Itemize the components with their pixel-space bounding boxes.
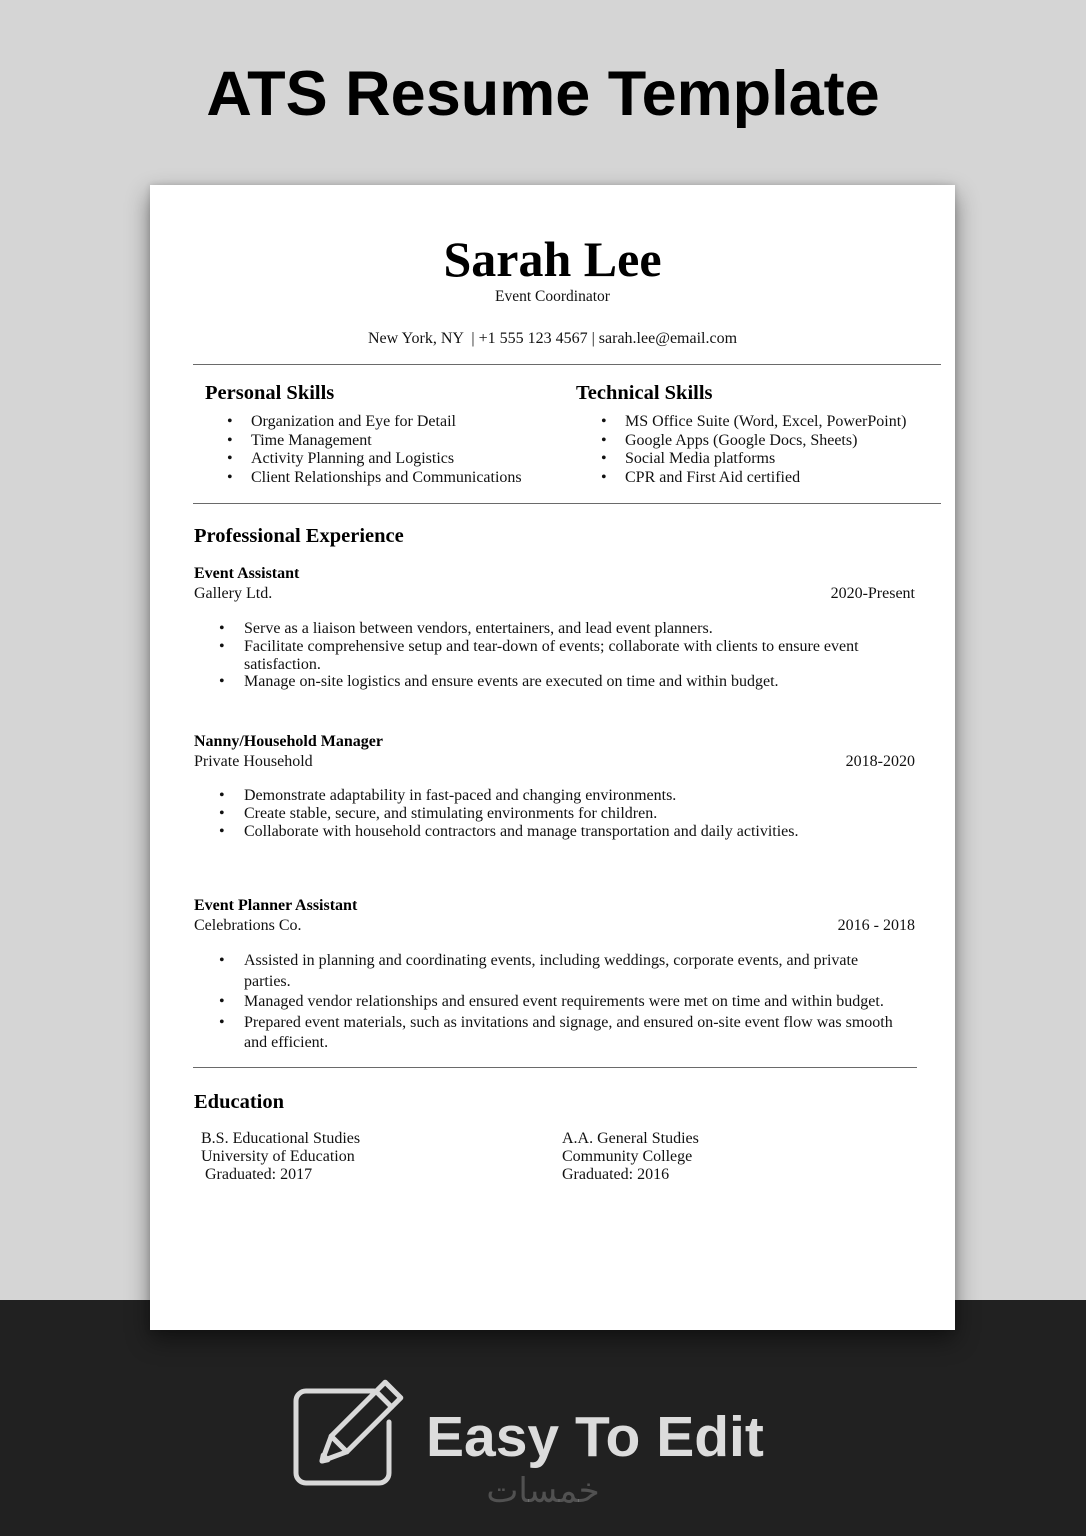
- job-bullets: [244, 620, 900, 691]
- list-item: • Create stable, secure, and stimulating environments for children.: [244, 805, 900, 823]
- list-item: • Time Management: [251, 432, 522, 451]
- tagline: Easy To Edit: [426, 1405, 764, 1469]
- technical-skills-list: [625, 413, 906, 488]
- resume-role: Event Coordinator: [495, 288, 610, 305]
- resume-contact: New York, NY | +1 555 123 4567 | sarah.lee@email.com: [367, 330, 738, 347]
- job-title: Event Assistant: [194, 565, 300, 582]
- list-item: • MS Office Suite (Word, Excel, PowerPoint): [625, 413, 906, 432]
- job-bullets: [244, 787, 900, 840]
- list-item: • Social Media platforms: [625, 450, 906, 469]
- square-outline-icon: [296, 1391, 389, 1483]
- list-item: • Serve as a liaison between vendors, entertainers, and lead event planners.: [244, 620, 900, 638]
- watermark: خمسات: [486, 1471, 600, 1511]
- divider: [193, 503, 941, 504]
- job-dates: 2018-2020: [845, 753, 915, 770]
- education-degree: A.A. General Studies: [562, 1130, 699, 1147]
- experience-heading: Professional Experience: [194, 525, 404, 547]
- job-bullets: [244, 951, 900, 1054]
- job-dates: 2016 - 2018: [837, 917, 915, 934]
- divider: [193, 364, 941, 365]
- list-item: • Google Apps (Google Docs, Sheets): [625, 432, 906, 451]
- edit-icon: [290, 1378, 408, 1492]
- job-company: Gallery Ltd.: [194, 585, 273, 602]
- list-item: • Demonstrate adaptability in fast-paced and changing environments.: [244, 787, 900, 805]
- list-item: • CPR and First Aid certified: [625, 469, 906, 488]
- job-dates: 2020-Present: [830, 585, 915, 602]
- list-item: • Prepared event materials, such as invitations and signage, and ensured on-site event flow was smooth and efficient.: [244, 1013, 900, 1054]
- list-item: • Client Relationships and Communications: [251, 469, 522, 488]
- technical-skills-heading: Technical Skills: [576, 382, 713, 404]
- list-item: • Facilitate comprehensive setup and tear-down of events; collaborate with clients to ensure event satisfaction.: [244, 638, 900, 674]
- education-heading: Education: [194, 1091, 284, 1113]
- list-item: • Organization and Eye for Detail: [251, 413, 522, 432]
- education-entry: [562, 1130, 699, 1184]
- personal-skills-list: [251, 413, 522, 488]
- job-company: Celebrations Co.: [194, 917, 302, 934]
- education-school: Community College: [562, 1148, 693, 1165]
- page-title: ATS Resume Template: [206, 59, 880, 129]
- education-degree: B.S. Educational Studies: [201, 1130, 361, 1147]
- job-title: Event Planner Assistant: [194, 897, 358, 914]
- education-entry: [201, 1130, 360, 1184]
- resume-name: Sarah Lee: [443, 231, 662, 287]
- list-item: • Assisted in planning and coordinating events, including weddings, corporate events, and private parties.: [244, 951, 900, 992]
- education-graduated: Graduated: 2016: [562, 1166, 670, 1183]
- education-school: University of Education: [201, 1148, 355, 1165]
- education-graduated: Graduated: 2017: [201, 1166, 313, 1183]
- list-item: • Managed vendor relationships and ensured event requirements were met on time and within budget.: [244, 992, 900, 1013]
- list-item: • Activity Planning and Logistics: [251, 450, 522, 469]
- list-item: • Collaborate with household contractors and manage transportation and daily activities.: [244, 823, 900, 841]
- job-title: Nanny/Household Manager: [194, 733, 383, 750]
- resume-document: [150, 185, 955, 1330]
- job-company: Private Household: [194, 753, 313, 770]
- divider: [193, 1067, 917, 1068]
- list-item: • Manage on-site logistics and ensure events are executed on time and within budget.: [244, 673, 900, 691]
- personal-skills-heading: Personal Skills: [205, 382, 335, 404]
